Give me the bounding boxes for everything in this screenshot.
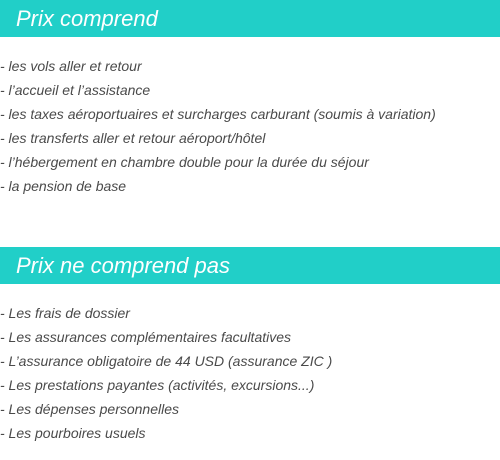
- excluded-section-title: Prix ne comprend pas: [16, 252, 230, 278]
- included-item: - les taxes aéroportuaires et surcharges carburant (soumis à variation): [0, 106, 436, 122]
- excluded-list: [0, 301, 332, 445]
- excluded-item: - Les assurances complémentaires facultatives: [0, 329, 292, 345]
- included-section-title: Prix comprend: [16, 5, 158, 31]
- excluded-section-header: [0, 247, 500, 284]
- excluded-item: - Les pourboires usuels: [0, 425, 146, 441]
- included-item: - l’accueil et l’assistance: [0, 82, 151, 98]
- excluded-item: - Les frais de dossier: [0, 305, 130, 321]
- included-item: - les vols aller et retour: [0, 58, 142, 74]
- excluded-item: - Les dépenses personnelles: [0, 401, 180, 417]
- included-section-header: [0, 0, 500, 37]
- excluded-item: - Les prestations payantes (activités, excursions...): [0, 377, 315, 393]
- included-item: - la pension de base: [0, 178, 127, 194]
- included-item: - l’hébergement en chambre double pour la durée du séjour: [0, 154, 369, 170]
- included-item: - les transferts aller et retour aéroport/hôtel: [0, 130, 266, 146]
- included-list: [0, 54, 436, 198]
- excluded-item: - L’assurance obligatoire de 44 USD (assurance ZIC ): [0, 353, 333, 369]
